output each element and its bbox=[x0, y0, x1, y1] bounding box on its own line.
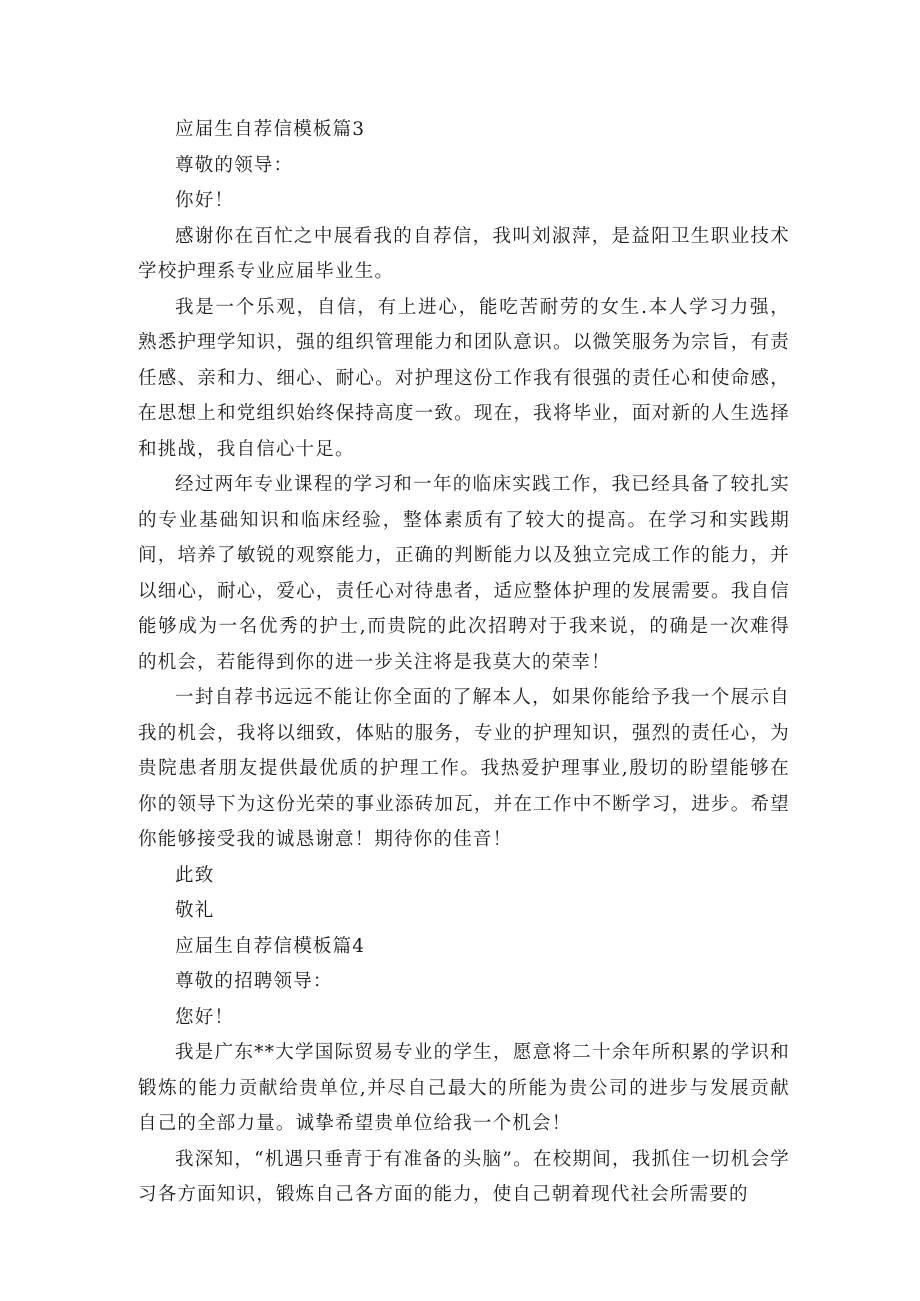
section-heading-3: 应届生自荐信模板篇3 bbox=[175, 119, 366, 140]
section-heading-4: 应届生自荐信模板篇4 bbox=[175, 935, 366, 957]
body-paragraph: 我是广东**大学国际贸易专业的学生，愿意将二十余年所积累的学识和锻炼的能力贡献给贵单位,并尽自己最大的所能为贵公司的进步与发展贡献自己的全部力量。诚挚希望贵单位给我一个机会！ bbox=[138, 1042, 790, 1134]
closing-line: 敬礼 bbox=[175, 900, 215, 921]
salutation: 尊敬的领导： bbox=[175, 154, 294, 176]
body-paragraph: 我是一个乐观，自信，有上进心，能吃苦耐劳的女生.本人学习力强，熟悉护理学知识，强的组织管理能力和团队意识。以微笑服务为宗旨，有责任感、亲和力、细心、耐心。对护理这份工作我有很强的责任心和使命感，在思想上和党组织始终保持高度一致。现在，我将毕业，面对新的人生选择和挑战，我自信心十足。 bbox=[138, 296, 790, 460]
closing-line: 此致 bbox=[175, 864, 215, 886]
body-paragraph: 我深知，“机遇只垂青于有准备的头脑”。在校期间，我抓住一切机会学习各方面知识，锻炼自己各方面的能力，使自己朝着现代社会所需要的 bbox=[138, 1148, 790, 1205]
body-paragraph: 经过两年专业课程的学习和一年的临床实践工作，我已经具备了较扎实的专业基础知识和临床经验，整体素质有了较大的提高。在学习和实践期间，培养了敏锐的观察能力，正确的判断能力以及独立完成工作的能力，并以细心，耐心，爱心，责任心对待患者，适应整体护理的发展需要。我自信能够成为一名优秀的护士,而贵院的此次招聘对于我来说，的确是一次难得的机会，若能得到你的进一步关注将是我莫大的荣幸！ bbox=[138, 474, 790, 673]
salutation: 尊敬的招聘领导： bbox=[175, 971, 333, 992]
document-body bbox=[138, 112, 790, 1213]
body-paragraph: 感谢你在百忙之中展看我的自荐信，我叫刘淑萍，是益阳卫生职业技术学校护理系专业应届毕业生。 bbox=[138, 225, 790, 282]
greeting: 你好！ bbox=[175, 190, 235, 211]
body-paragraph: 一封自荐书远远不能让你全面的了解本人，如果你能给予我一个展示自我的机会，我将以细致，体贴的服务，专业的护理知识，强烈的责任心，为贵院患者朋友提供最优质的护理工作。我热爱护理事业,殷切的盼望能够在你的领导下为这份光荣的事业添砖加瓦，并在工作中不断学习，进步。希望你能够接受我的诚恳谢意！期待你的佳音！ bbox=[138, 687, 790, 850]
greeting: 您好！ bbox=[175, 1006, 235, 1028]
